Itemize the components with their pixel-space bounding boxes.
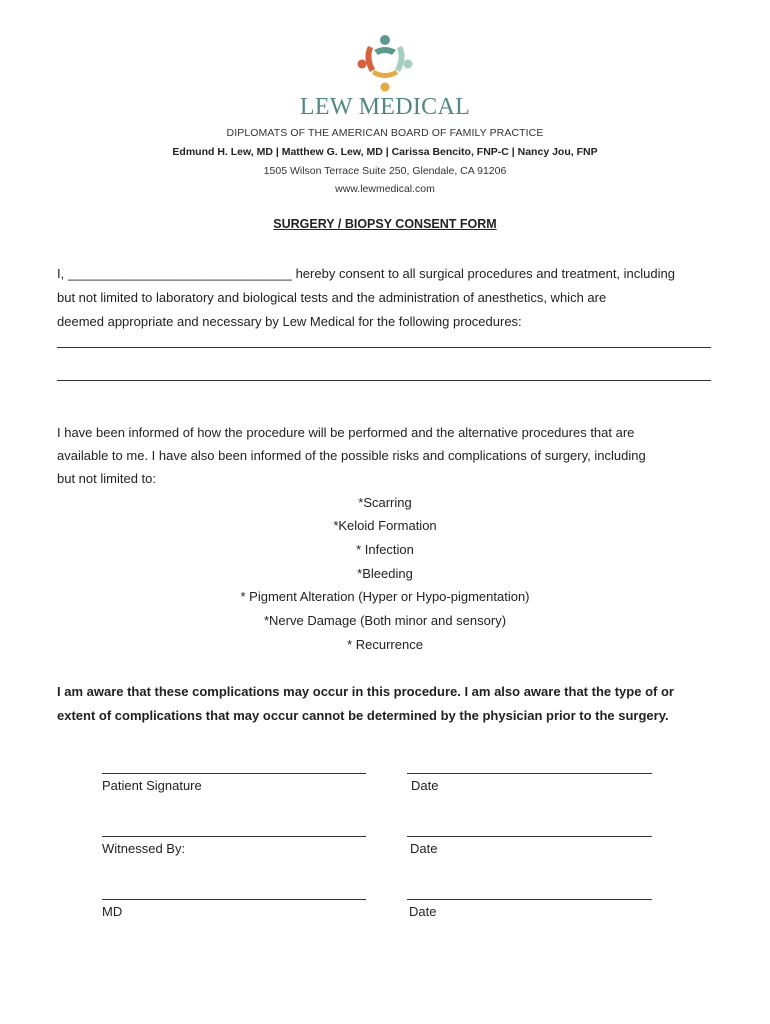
risk-item: *Nerve Damage (Both minor and sensory): [263, 613, 507, 628]
awareness-text-line-2: extent of complications that may occur cannot be determined by the physician prior to the surgery.: [57, 708, 669, 723]
consent-text-line-3: deemed appropriate and necessary by Lew Medical for the following procedures:: [57, 314, 522, 329]
risk-item: *Keloid Formation: [333, 518, 437, 533]
clinic-address: 1505 Wilson Terrace Suite 250, Glendale, CA 91206: [263, 165, 507, 177]
risk-item: * Recurrence: [347, 637, 423, 652]
board-subtitle: DIPLOMATS OF THE AMERICAN BOARD OF FAMILY PRACTICE: [226, 127, 544, 139]
risk-item: *Scarring: [358, 495, 412, 510]
md-date-label: Date: [409, 904, 437, 919]
patient-date-line[interactable]: [407, 773, 652, 774]
consent-text-line-1: I, _______________________________ hereby consent to all surgical procedures and treatment, including: [57, 266, 675, 281]
physician-list: Edmund H. Lew, MD | Matthew G. Lew, MD | Carissa Bencito, FNP-C | Nancy Jou, FNP: [172, 146, 598, 158]
patient-signature-line[interactable]: [102, 773, 366, 774]
consent-text-line-2: but not limited to laboratory and biological tests and the administration of anesthetics, which are: [57, 290, 607, 305]
witness-label: Witnessed By:: [102, 841, 186, 856]
risk-item: *Bleeding: [357, 566, 413, 581]
procedure-blank-line-1[interactable]: [57, 347, 711, 348]
risk-item: * Pigment Alteration (Hyper or Hypo-pigmentation): [240, 589, 530, 604]
md-label: MD: [102, 904, 123, 919]
informed-text-line-1: I have been informed of how the procedure will be performed and the alternative procedures that are: [57, 425, 635, 440]
procedure-blank-line-2[interactable]: [57, 380, 711, 381]
witness-date-line[interactable]: [407, 836, 652, 837]
awareness-text-line-1: I am aware that these complications may occur in this procedure. I am also aware that the type of or: [57, 684, 674, 699]
lew-medical-logo-icon: [352, 34, 418, 92]
informed-text-line-3: but not limited to:: [57, 471, 156, 486]
witness-signature-line[interactable]: [102, 836, 366, 837]
informed-text-line-2: available to me. I have also been informed of the possible risks and complications of surgery, including: [57, 448, 646, 463]
md-signature-line[interactable]: [102, 899, 366, 900]
md-date-line[interactable]: [407, 899, 652, 900]
clinic-website: www.lewmedical.com: [335, 183, 435, 195]
witness-date-label: Date: [410, 841, 438, 856]
form-title: SURGERY / BIOPSY CONSENT FORM: [273, 217, 497, 231]
brand-name: LEW MEDICAL: [299, 94, 471, 120]
risk-item: * Infection: [356, 542, 414, 557]
patient-date-label: Date: [411, 778, 439, 793]
patient-signature-label: Patient Signature: [102, 778, 202, 793]
